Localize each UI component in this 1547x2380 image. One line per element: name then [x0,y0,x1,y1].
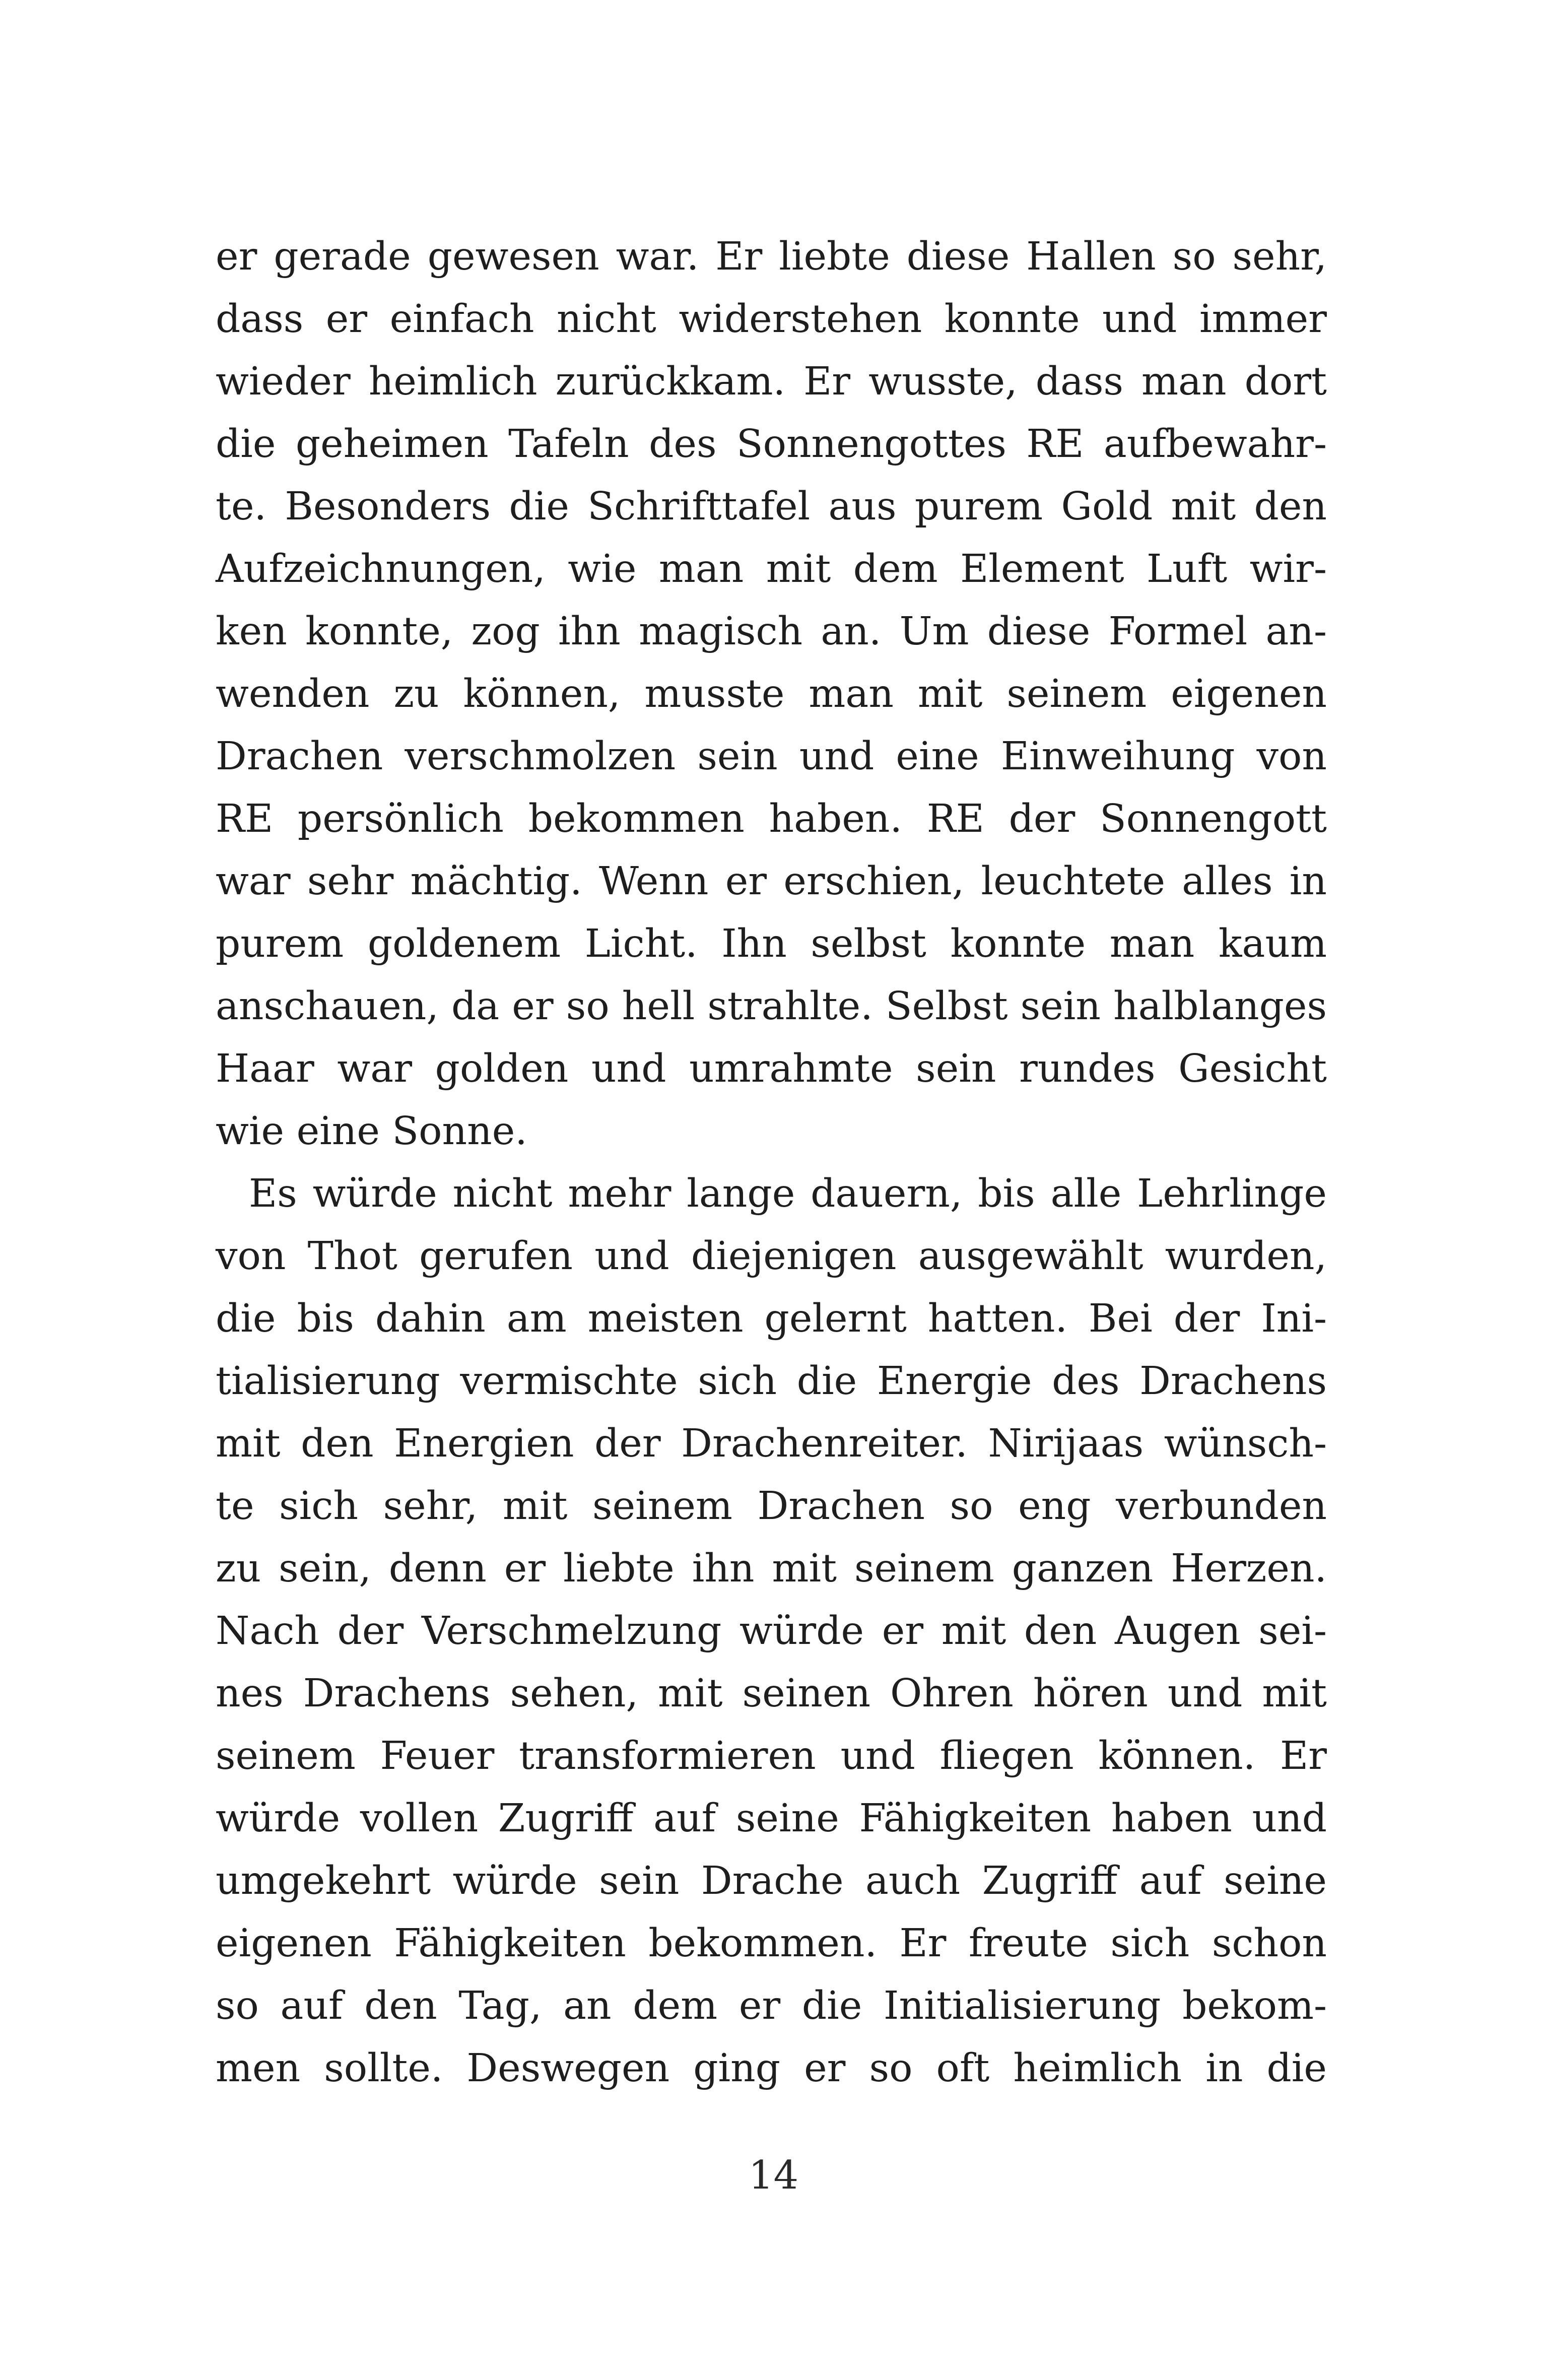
text-line: wenden zu können, musste man mit seinem eigenen [216,672,1327,716]
text-line: ken konnte, zog ihn magisch an. Um diese Formel an- [216,609,1327,654]
text-line: men sollte. Deswegen ging er so oft heimlich in die [216,2046,1327,2091]
text-line: von Thot gerufen und diejenigen ausgewählt wurden, [216,1234,1327,1279]
text-line: Es würde nicht mehr lange dauern, bis alle Lehrlinge [249,1171,1327,1216]
text-line: die geheimen Tafeln des Sonnengottes RE aufbewahr- [216,422,1327,467]
text-line: Aufzeichnungen, wie man mit dem Element Luft wir- [216,547,1327,591]
text-line: er gerade gewesen war. Er liebte diese Hallen so sehr, [216,234,1327,279]
text-line: te sich sehr, mit seinem Drachen so eng verbunden [216,1484,1327,1529]
text-line: war sehr mächtig. Wenn er erschien, leuchtete alles in [216,859,1327,904]
text-line: so auf den Tag, an dem er die Initialisierung bekom- [216,1984,1327,2028]
page-number: 14 [748,2153,799,2198]
text-line: umgekehrt würde sein Drache auch Zugriff auf seine [216,1859,1327,1903]
text-line: nes Drachens sehen, mit seinen Ohren hören und mit [216,1671,1327,1716]
text-line: würde vollen Zugriff auf seine Fähigkeiten haben und [216,1796,1327,1841]
body-text [216,226,1327,2100]
text-line: dass er einfach nicht widerstehen konnte und immer [216,297,1327,342]
text-line: RE persönlich bekommen haben. RE der Sonnengott [216,797,1327,841]
text-line: anschauen, da er so hell strahlte. Selbst sein halblanges [216,984,1327,1029]
text-line: purem goldenem Licht. Ihn selbst konnte man kaum [216,921,1327,966]
text-line: te. Besonders die Schrifttafel aus purem Gold mit den [216,484,1327,529]
text-line: Drachen verschmolzen sein und eine Einweihung von [216,734,1327,779]
text-line: tialisierung vermischte sich die Energie des Drachens [216,1359,1327,1404]
text-line: zu sein, denn er liebte ihn mit seinem ganzen Herzen. [216,1546,1327,1591]
text-line: wie eine Sonne. [216,1109,527,1154]
text-line: seinem Feuer transformieren und fliegen können. Er [216,1734,1327,1778]
text-line: eigenen Fähigkeiten bekommen. Er freute sich schon [216,1921,1327,1966]
text-line: Haar war golden und umrahmte sein rundes Gesicht [216,1046,1327,1091]
text-line: wieder heimlich zurückkam. Er wusste, dass man dort [216,359,1327,404]
text-line: die bis dahin am meisten gelernt hatten. Bei der Ini- [216,1296,1327,1341]
text-line: Nach der Verschmelzung würde er mit den Augen sei- [216,1609,1327,1654]
text-line: mit den Energien der Drachenreiter. Nirijaas wünsch- [216,1421,1327,1466]
